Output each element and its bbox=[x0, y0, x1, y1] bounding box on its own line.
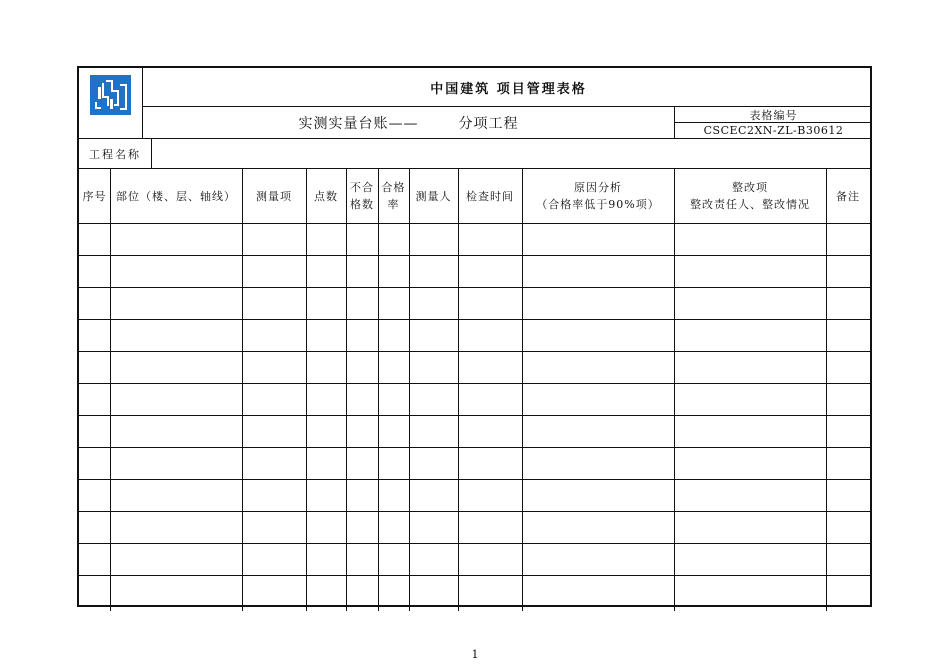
form-code-value: CSCEC2XN-ZL-B30612 bbox=[703, 124, 844, 137]
col-check-time-cell[interactable] bbox=[458, 223, 522, 255]
col-location-cell[interactable] bbox=[110, 415, 242, 447]
col-check-time-header-line1: 检查时间 bbox=[466, 189, 514, 203]
col-measure-item-cell[interactable] bbox=[242, 479, 306, 511]
col-pass-rate-header-line1: 合格 bbox=[381, 181, 406, 194]
col-pass-rate-cell[interactable] bbox=[378, 575, 409, 607]
col-rectification-cell[interactable] bbox=[674, 511, 826, 543]
col-unqualified-cell[interactable] bbox=[346, 287, 378, 319]
col-seq-cell[interactable] bbox=[79, 447, 110, 479]
col-points-cell[interactable] bbox=[306, 479, 346, 511]
table-row bbox=[79, 255, 870, 287]
col-pass-rate-cell[interactable] bbox=[378, 319, 409, 351]
col-location-header bbox=[110, 169, 242, 223]
col-rectification-cell[interactable] bbox=[674, 223, 826, 255]
col-location-cell[interactable] bbox=[110, 223, 242, 255]
table-row bbox=[79, 351, 870, 383]
col-measure-item-cell[interactable] bbox=[242, 287, 306, 319]
table-row bbox=[79, 543, 870, 575]
col-cause-analysis-cell[interactable] bbox=[522, 415, 674, 447]
col-surveyor-cell[interactable] bbox=[409, 479, 458, 511]
col-remarks-cell[interactable] bbox=[826, 351, 870, 383]
col-location-cell[interactable] bbox=[110, 351, 242, 383]
col-pass-rate-cell[interactable] bbox=[378, 255, 409, 287]
col-rectification-cell[interactable] bbox=[674, 287, 826, 319]
col-measure-item-cell[interactable] bbox=[242, 383, 306, 415]
table-row bbox=[79, 511, 870, 543]
col-seq-cell[interactable] bbox=[79, 351, 110, 383]
col-remarks-header bbox=[826, 169, 870, 223]
col-measure-item-cell[interactable] bbox=[242, 511, 306, 543]
col-unqualified-cell[interactable] bbox=[346, 447, 378, 479]
col-cause-analysis-cell[interactable] bbox=[522, 383, 674, 415]
col-measure-item-cell[interactable] bbox=[242, 223, 306, 255]
col-rectification-cell[interactable] bbox=[674, 319, 826, 351]
col-points-cell[interactable] bbox=[306, 287, 346, 319]
col-check-time-cell[interactable] bbox=[458, 415, 522, 447]
table-row bbox=[79, 415, 870, 447]
col-seq-cell[interactable] bbox=[79, 575, 110, 607]
col-cause-analysis-cell[interactable] bbox=[522, 319, 674, 351]
col-cause-analysis-cell[interactable] bbox=[522, 223, 674, 255]
col-location-cell[interactable] bbox=[110, 383, 242, 415]
col-location-cell[interactable] bbox=[110, 575, 242, 607]
col-check-time-cell[interactable] bbox=[458, 447, 522, 479]
col-rectification-cell[interactable] bbox=[674, 543, 826, 575]
col-check-time-cell[interactable] bbox=[458, 383, 522, 415]
col-location-cell[interactable] bbox=[110, 287, 242, 319]
col-remarks-cell[interactable] bbox=[826, 223, 870, 255]
col-surveyor-cell[interactable] bbox=[409, 543, 458, 575]
col-remarks-cell[interactable] bbox=[826, 511, 870, 543]
col-unqualified-cell[interactable] bbox=[346, 415, 378, 447]
col-seq-cell[interactable] bbox=[79, 319, 110, 351]
col-seq-cell[interactable] bbox=[79, 223, 110, 255]
table-row bbox=[79, 319, 870, 351]
col-location-cell[interactable] bbox=[110, 255, 242, 287]
form-title-main: 实测实量台账—— bbox=[298, 115, 419, 132]
table-row bbox=[79, 287, 870, 319]
col-points-cell[interactable] bbox=[306, 383, 346, 415]
col-seq-cell[interactable] bbox=[79, 287, 110, 319]
col-check-time-cell[interactable] bbox=[458, 511, 522, 543]
col-surveyor-cell[interactable] bbox=[409, 511, 458, 543]
col-unqualified-cell[interactable] bbox=[346, 575, 378, 607]
col-pass-rate-cell[interactable] bbox=[378, 383, 409, 415]
col-surveyor-cell[interactable] bbox=[409, 319, 458, 351]
col-remarks-cell[interactable] bbox=[826, 447, 870, 479]
table-row bbox=[79, 575, 870, 607]
col-surveyor-header bbox=[409, 169, 458, 223]
col-measure-item-cell[interactable] bbox=[242, 255, 306, 287]
col-cause-analysis-cell[interactable] bbox=[522, 351, 674, 383]
company-title: 中国建筑 项目管理表格 bbox=[430, 81, 587, 97]
col-surveyor-header-line1: 测量人 bbox=[415, 189, 452, 203]
col-cause-analysis-cell[interactable] bbox=[522, 479, 674, 511]
col-location-cell[interactable] bbox=[110, 479, 242, 511]
col-points-cell[interactable] bbox=[306, 447, 346, 479]
col-measure-item-cell[interactable] bbox=[242, 543, 306, 575]
col-cause-analysis-cell[interactable] bbox=[522, 255, 674, 287]
page-number: 1 bbox=[471, 648, 479, 661]
col-remarks-cell[interactable] bbox=[826, 255, 870, 287]
col-unqualified-header bbox=[346, 169, 378, 223]
col-cause-analysis-cell[interactable] bbox=[522, 287, 674, 319]
col-pass-rate-cell[interactable] bbox=[378, 479, 409, 511]
col-rectification-header bbox=[674, 169, 826, 223]
col-rectification-cell[interactable] bbox=[674, 415, 826, 447]
col-pass-rate-cell[interactable] bbox=[378, 287, 409, 319]
col-rectification-cell[interactable] bbox=[674, 447, 826, 479]
col-rectification-cell[interactable] bbox=[674, 255, 826, 287]
col-check-time-cell[interactable] bbox=[458, 287, 522, 319]
col-measure-item-cell[interactable] bbox=[242, 575, 306, 607]
col-unqualified-cell[interactable] bbox=[346, 479, 378, 511]
col-remarks-cell[interactable] bbox=[826, 383, 870, 415]
col-cause-analysis-cell[interactable] bbox=[522, 511, 674, 543]
col-measure-item-header-line1: 测量项 bbox=[256, 189, 292, 203]
col-remarks-cell[interactable] bbox=[826, 479, 870, 511]
cscec-logo-icon bbox=[90, 75, 131, 115]
col-seq-cell[interactable] bbox=[79, 415, 110, 447]
col-check-time-cell[interactable] bbox=[458, 255, 522, 287]
col-unqualified-header-line1: 不合 bbox=[350, 181, 374, 194]
col-points-cell[interactable] bbox=[306, 511, 346, 543]
project-name-label: 工程名称 bbox=[89, 147, 141, 161]
col-measure-item-cell[interactable] bbox=[242, 351, 306, 383]
col-cause-analysis-header-line1: 原因分析 bbox=[574, 181, 622, 194]
form-title-sub: 分项工程 bbox=[458, 115, 519, 132]
table-row bbox=[79, 479, 870, 511]
col-points-cell[interactable] bbox=[306, 575, 346, 607]
col-points-cell[interactable] bbox=[306, 351, 346, 383]
col-seq-cell[interactable] bbox=[79, 383, 110, 415]
col-check-time-cell[interactable] bbox=[458, 351, 522, 383]
col-rectification-header-line1: 整改项 bbox=[732, 181, 768, 194]
col-unqualified-cell[interactable] bbox=[346, 223, 378, 255]
col-check-time-cell[interactable] bbox=[458, 575, 522, 607]
col-surveyor-cell[interactable] bbox=[409, 255, 458, 287]
col-remarks-cell[interactable] bbox=[826, 543, 870, 575]
col-cause-analysis-cell[interactable] bbox=[522, 543, 674, 575]
col-surveyor-cell[interactable] bbox=[409, 415, 458, 447]
col-check-time-cell[interactable] bbox=[458, 319, 522, 351]
col-pass-rate-cell[interactable] bbox=[378, 543, 409, 575]
col-points-cell[interactable] bbox=[306, 255, 346, 287]
form-code-label: 表格编号 bbox=[749, 108, 798, 122]
col-unqualified-cell[interactable] bbox=[346, 319, 378, 351]
col-pass-rate-header bbox=[378, 169, 409, 223]
col-cause-analysis-header bbox=[522, 169, 674, 223]
col-points-cell[interactable] bbox=[306, 543, 346, 575]
col-points-cell[interactable] bbox=[306, 223, 346, 255]
form-table bbox=[77, 66, 872, 607]
col-surveyor-cell[interactable] bbox=[409, 223, 458, 255]
col-unqualified-cell[interactable] bbox=[346, 351, 378, 383]
col-points-header-line1: 点数 bbox=[314, 189, 338, 203]
col-pass-rate-cell[interactable] bbox=[378, 223, 409, 255]
col-check-time-header bbox=[458, 169, 522, 223]
col-points-header bbox=[306, 169, 346, 223]
col-seq-header-line1: 序号 bbox=[82, 189, 107, 203]
col-seq-cell[interactable] bbox=[79, 511, 110, 543]
col-pass-rate-cell[interactable] bbox=[378, 351, 409, 383]
col-location-cell[interactable] bbox=[110, 447, 242, 479]
col-check-time-cell[interactable] bbox=[458, 543, 522, 575]
col-remarks-header-line1: 备注 bbox=[836, 189, 860, 203]
col-seq-cell[interactable] bbox=[79, 543, 110, 575]
col-pass-rate-cell[interactable] bbox=[378, 511, 409, 543]
col-unqualified-cell[interactable] bbox=[346, 511, 378, 543]
col-pass-rate-cell[interactable] bbox=[378, 447, 409, 479]
col-surveyor-cell[interactable] bbox=[409, 447, 458, 479]
col-rectification-header-line2: 整改责任人、整改情况 bbox=[690, 198, 810, 211]
col-rectification-cell[interactable] bbox=[674, 575, 826, 607]
col-seq-cell[interactable] bbox=[79, 479, 110, 511]
col-measure-item-cell[interactable] bbox=[242, 447, 306, 479]
col-remarks-cell[interactable] bbox=[826, 287, 870, 319]
table-row bbox=[79, 447, 870, 479]
col-remarks-cell[interactable] bbox=[826, 319, 870, 351]
col-unqualified-cell[interactable] bbox=[346, 543, 378, 575]
col-pass-rate-header-line2: 率 bbox=[387, 198, 400, 211]
col-surveyor-cell[interactable] bbox=[409, 351, 458, 383]
col-check-time-cell[interactable] bbox=[458, 479, 522, 511]
col-surveyor-cell[interactable] bbox=[409, 287, 458, 319]
col-surveyor-cell[interactable] bbox=[409, 383, 458, 415]
col-remarks-cell[interactable] bbox=[826, 575, 870, 607]
col-rectification-cell[interactable] bbox=[674, 479, 826, 511]
col-location-header-line1: 部位（楼、层、轴线） bbox=[116, 189, 236, 203]
col-rectification-cell[interactable] bbox=[674, 383, 826, 415]
col-unqualified-cell[interactable] bbox=[346, 383, 378, 415]
col-location-cell[interactable] bbox=[110, 319, 242, 351]
col-cause-analysis-header-line2: （合格率低于90%项） bbox=[536, 198, 660, 211]
col-measure-item-header bbox=[242, 169, 306, 223]
col-unqualified-header-line2: 格数 bbox=[350, 198, 374, 211]
table-row bbox=[79, 223, 870, 255]
col-remarks-cell[interactable] bbox=[826, 415, 870, 447]
col-pass-rate-cell[interactable] bbox=[378, 415, 409, 447]
col-measure-item-cell[interactable] bbox=[242, 319, 306, 351]
project-name-field[interactable] bbox=[152, 139, 870, 168]
col-cause-analysis-cell[interactable] bbox=[522, 447, 674, 479]
col-points-cell[interactable] bbox=[306, 415, 346, 447]
col-measure-item-cell[interactable] bbox=[242, 415, 306, 447]
col-cause-analysis-cell[interactable] bbox=[522, 575, 674, 607]
col-location-cell[interactable] bbox=[110, 511, 242, 543]
col-points-cell[interactable] bbox=[306, 319, 346, 351]
col-seq-cell[interactable] bbox=[79, 255, 110, 287]
col-location-cell[interactable] bbox=[110, 543, 242, 575]
col-seq-header bbox=[79, 169, 110, 223]
form-title bbox=[143, 107, 674, 138]
col-unqualified-cell[interactable] bbox=[346, 255, 378, 287]
col-surveyor-cell[interactable] bbox=[409, 575, 458, 607]
table-row bbox=[79, 383, 870, 415]
col-rectification-cell[interactable] bbox=[674, 351, 826, 383]
